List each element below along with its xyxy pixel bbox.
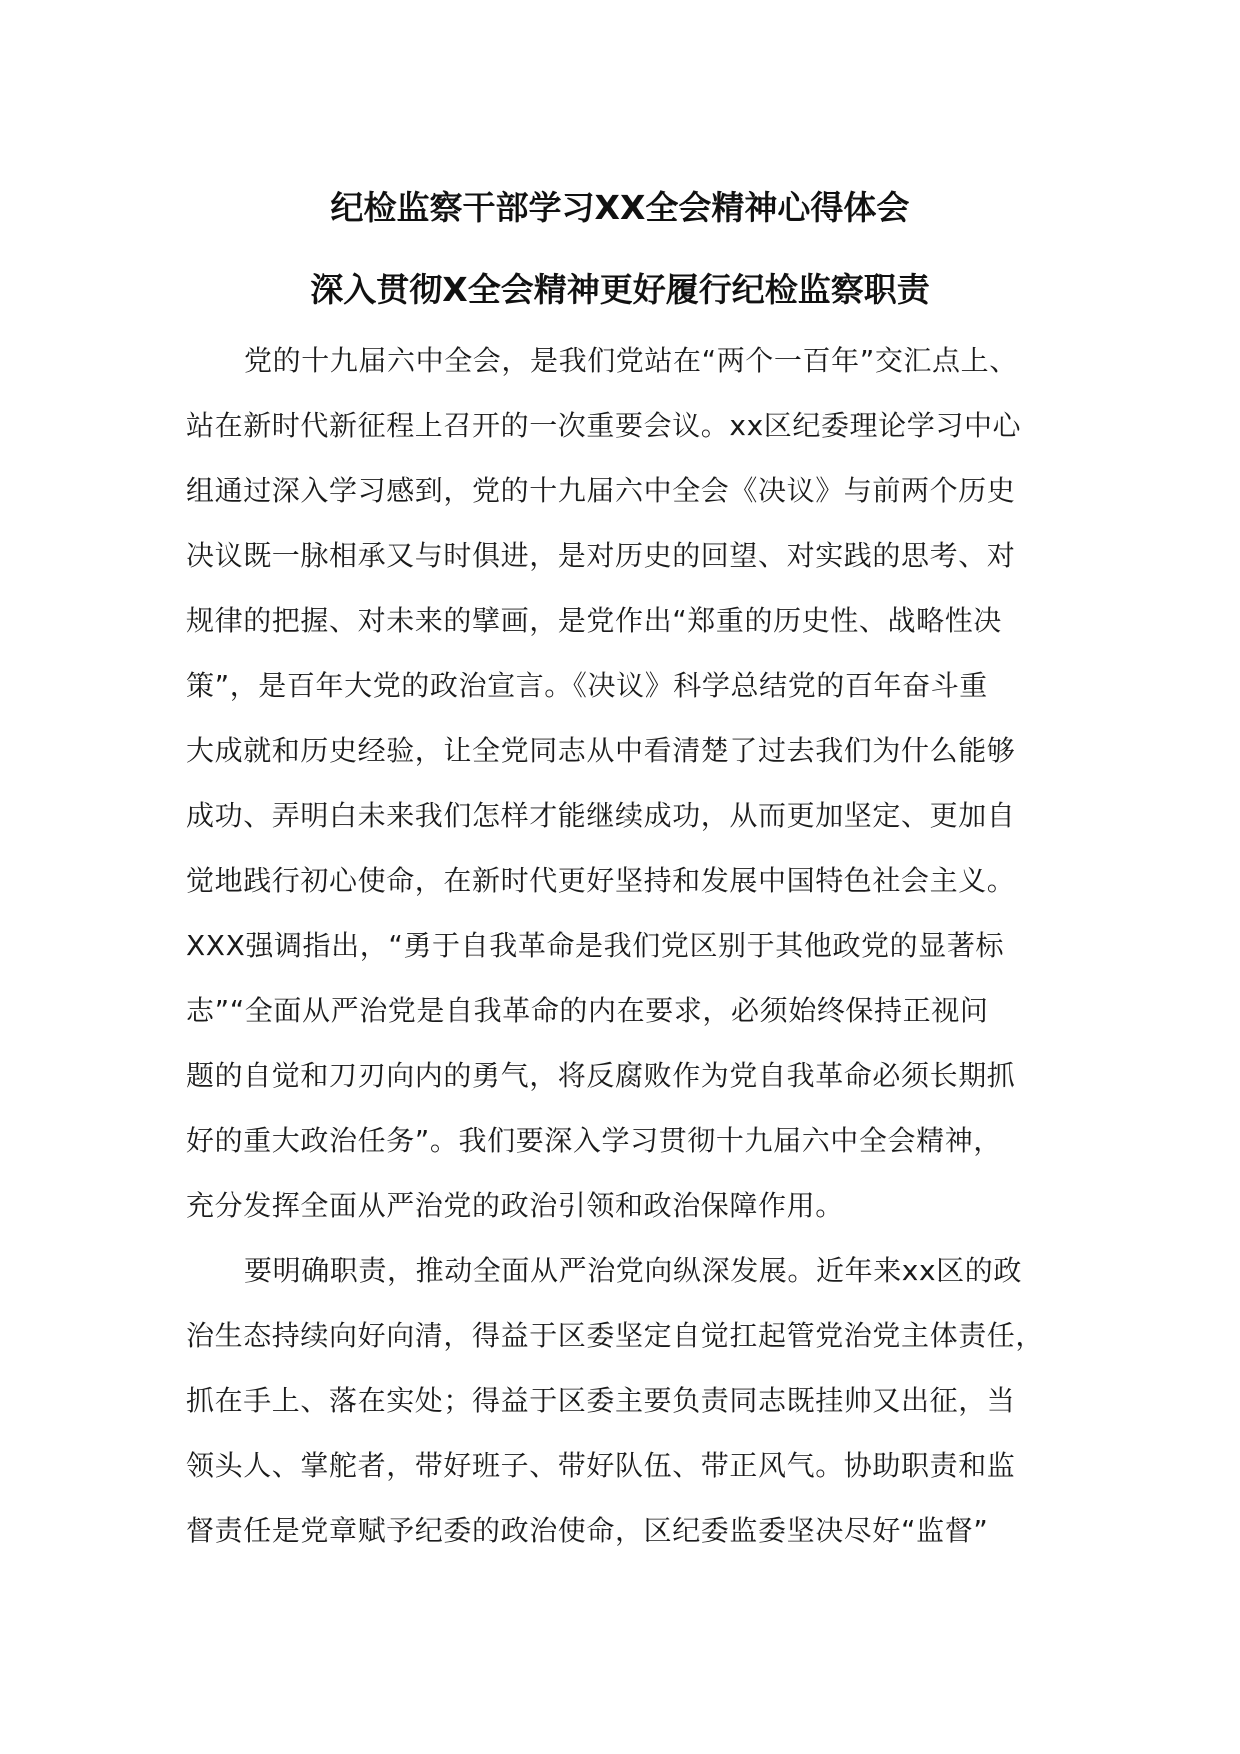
paragraph-line: 要明确职责，推动全面从严治党向纵深发展。近年来xx区的政: [244, 1254, 1022, 1287]
paragraph: [186, 1238, 1086, 1563]
paragraph-line: 站在新时代新征程上召开的一次重要会议。xx区纪委理论学习中心: [186, 409, 1022, 442]
paragraph-line: XXX强调指出，“勇于自我革命是我们党区别于其他政党的显著标: [186, 929, 1005, 962]
paragraph-line: 组通过深入学习感到，党的十九届六中全会《决议》与前两个历史: [186, 474, 1016, 507]
paragraph-line: 决议既一脉相承又与时俱进，是对历史的回望、对实践的思考、对: [186, 539, 1016, 572]
paragraph-line: 好的重大政治任务”。我们要深入学习贯彻十九届六中全会精神，: [186, 1124, 1002, 1157]
paragraph-line: 领头人、掌舵者，带好班子、带好队伍、带正风气。协助职责和监: [186, 1449, 1016, 1482]
paragraph-line: 充分发挥全面从严治党的政治引领和政治保障作用。: [186, 1189, 844, 1222]
paragraph-line: 大成就和历史经验，让全党同志从中看清楚了过去我们为什么能够: [186, 734, 1016, 767]
paragraph-line: 规律的把握、对未来的擘画，是党作出“郑重的历史性、战略性决: [186, 604, 1002, 637]
paragraph-line: 党的十九届六中全会，是我们党站在“两个一百年”交汇点上、: [244, 344, 1018, 377]
paragraph-line: 督责任是党章赋予纪委的政治使命，区纪委监委坚决尽好“监督”: [186, 1514, 989, 1547]
paragraph: [186, 328, 1086, 1238]
paragraph-line: 题的自觉和刀刃向内的勇气，将反腐败作为党自我革命必须长期抓: [186, 1059, 1016, 1092]
paragraph-line: 觉地践行初心使命，在新时代更好坚持和发展中国特色社会主义。: [186, 864, 1016, 897]
paragraph-line: 成功、弄明白未来我们怎样才能继续成功，从而更加坚定、更加自: [186, 799, 1016, 832]
paragraph-line: 策”，是百年大党的政治宣言。《决议》科学总结党的百年奋斗重: [186, 669, 988, 702]
document-subtitle: 深入贯彻X全会精神更好履行纪检监察职责: [310, 270, 930, 309]
paragraph-line: 抓在手上、落在实处；得益于区委主要负责同志既挂帅又出征，当: [186, 1384, 1016, 1417]
paragraph-line: 治生态持续向好向清，得益于区委坚定自觉扛起管党治党主体责任，: [186, 1319, 1045, 1352]
document-body: [186, 328, 1086, 1563]
paragraph-line: 志”“全面从严治党是自我革命的内在要求，必须始终保持正视问: [186, 994, 989, 1027]
document-title: 纪检监察干部学习XX全会精神心得体会: [330, 188, 910, 227]
